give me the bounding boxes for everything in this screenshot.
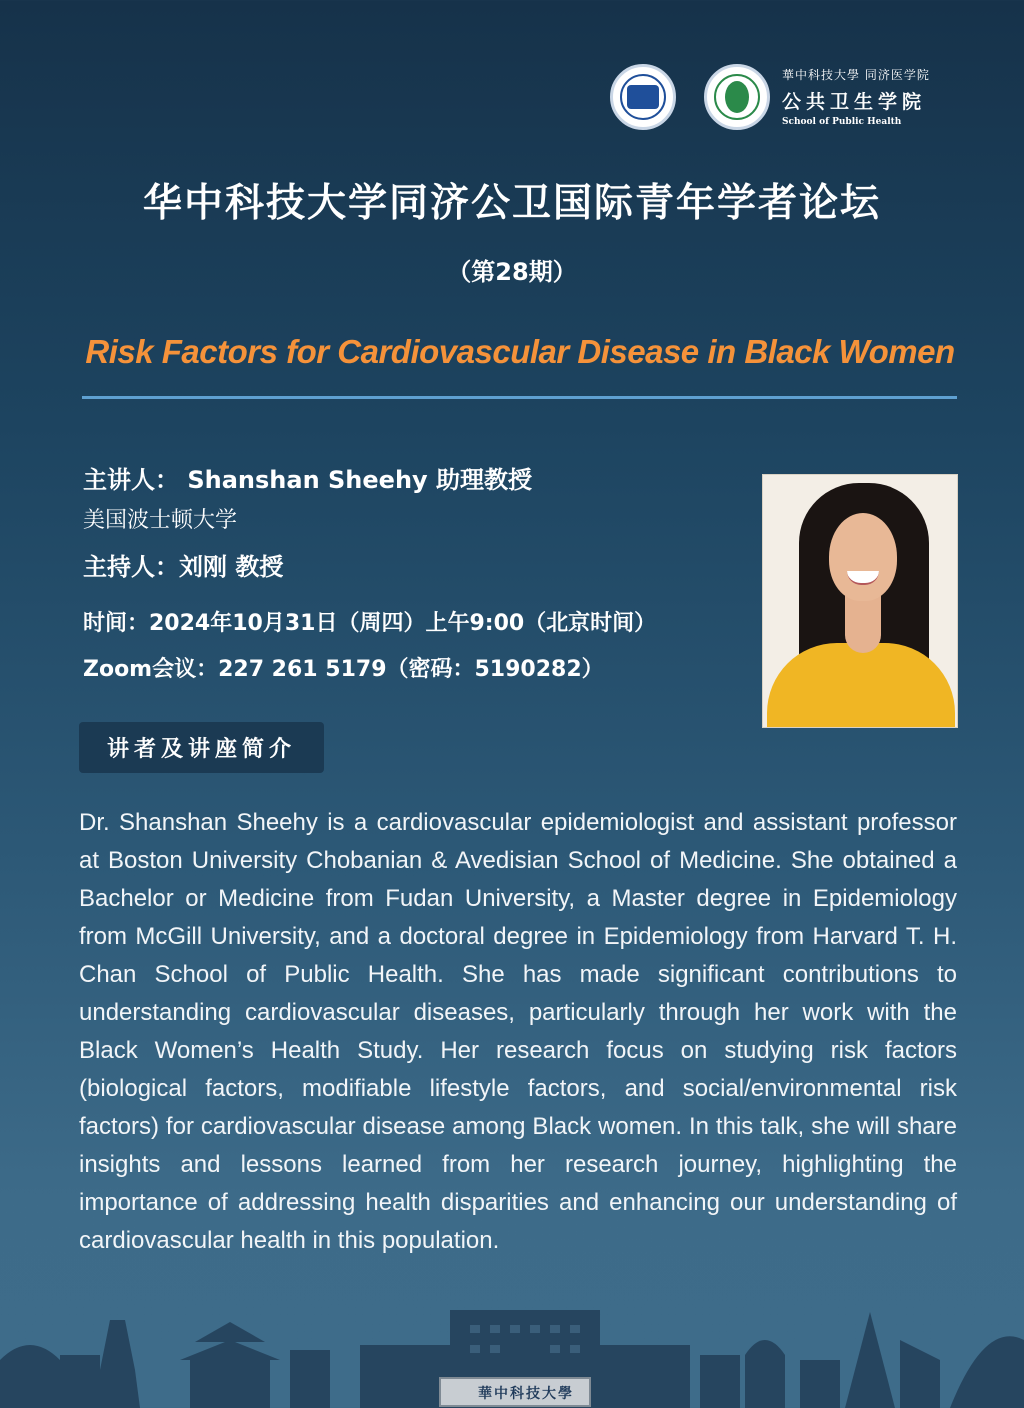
forum-issue: （第28期） — [447, 258, 577, 286]
school-name-block — [782, 66, 962, 127]
affiliation-line: 美国波士顿大学 — [83, 508, 238, 533]
footer-plaque-text: 華中科技大學 — [478, 1386, 574, 1402]
speaker-bio: Dr. Shanshan Sheehy is a cardiovascular epidemiologist and assistant professor at Boston University Chobanian & Avedisian School of Medicine. She obtained a Bachelor or Medicine from Fudan University, a Master degree in Epidemiology from McGill University, and a doctoral degree in Epidemiology from Harvard T. H. Chan School of Public Health. She has made significant contributions to understanding cardiovascular diseases, particularly through her work with the Black Women’s Health Study. Her research focus on studying risk factors (biological factors, modifiable lifestyle factors, and social/environmental risk factors) for cardiovascular disease among Black women. In this talk, she will share insights and lessons learned from her research journey, highlighting the importance of addressing health disparities and enhancing our understanding of cardiovascular health in this population. — [79, 809, 957, 1254]
speaker-photo — [762, 474, 958, 728]
tongji-medical-emblem-icon — [704, 64, 770, 130]
school-name-line2: 公共卫生学院 — [782, 91, 927, 113]
host-line: 主持人：刘刚 教授 — [83, 553, 284, 581]
school-name-line1: 華中科技大學 同济医学院 — [782, 68, 930, 82]
school-name-en: School of Public Health — [782, 117, 902, 127]
talk-title: Risk Factors for Cardiovascular Disease in Black Women — [85, 333, 955, 370]
hust-emblem-icon — [610, 64, 676, 130]
section-heading: 讲者及讲座简介 — [79, 722, 324, 773]
zoom-line: Zoom会议：227 261 5179（密码：5190282） — [83, 657, 604, 682]
forum-title: 华中科技大学同济公卫国际青年学者论坛 — [142, 181, 881, 226]
speaker-line: 主讲人： Shanshan Sheehy 助理教授 — [83, 466, 533, 494]
time-line: 时间：2024年10月31日（周四）上午9:00（北京时间） — [83, 611, 657, 636]
title-divider — [82, 396, 957, 399]
